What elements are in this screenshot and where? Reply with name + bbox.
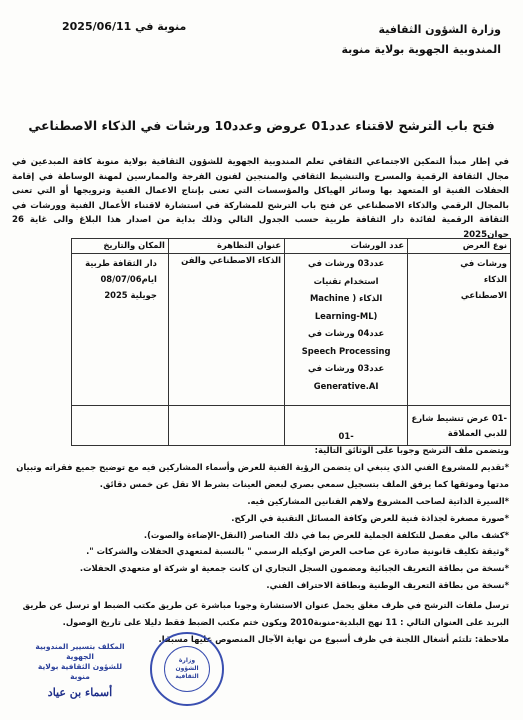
requirement-item: *السيرة الذاتية لصاحب المشروع ولاهم الفنانين المشاركين فيه. xyxy=(247,495,509,506)
table-cell-type: ورشات في الذكاء الاصطناعي xyxy=(408,254,511,406)
table-header: عنوان التظاهرة xyxy=(168,239,284,254)
offers-table xyxy=(71,238,511,446)
table-header: نوع العرض xyxy=(408,239,511,254)
table-header: المكان والتاريخ xyxy=(72,239,169,254)
requirement-item: *تقديم للمشروع الفني الذي ينبغي ان يتضمن الرؤية الفنية للعرض وأسماء المشاركين فيه مع توضيح جميع فقراته وتبيان مدتها وموثقها كما يرفق الملف بتسجيل سمعي بصري لبعض العينات بشرط الا تقل عن خمس دقائق. xyxy=(16,461,509,489)
table-cell-show: -01 عرض تنشيط شارع للدبي العملاقة xyxy=(408,406,511,446)
department-name: المندوبية الجهوية بولاية منوبة xyxy=(341,43,501,56)
table-row xyxy=(72,254,511,406)
document-date: منوبة في 2025/06/11 xyxy=(62,20,187,33)
document-title: فتح باب الترشح لاقتناء عدد01 عروض وعدد10 ورشات في الذكاء الاصطناعي xyxy=(28,118,495,133)
table-row xyxy=(72,406,511,446)
requirements-section xyxy=(12,442,509,648)
table-cell-empty xyxy=(72,406,169,446)
table-header: عدد الورشات xyxy=(285,239,408,254)
table-cell-empty xyxy=(168,406,284,446)
requirement-item: *صورة مصغرة لجذاذة فنية للعرض وكافة المسائل التقنية في الركح. xyxy=(231,512,509,523)
intro-paragraph: في إطار مبدأ التمكين الاجتماعي الثقافي تعلم المندوبية الجهوية للشؤون الثقافية بولاية منوبة كافة المبدعين في مجال الثقافة الرقمية والمسرح والتنشيط الثقافي والمنتجين لفنون الفرجة والممارسين لمهنة الوساطة في إقامة الحفلات الفنية او المتعهد بها وسائر الهياكل والمؤسسات التي تعنى بإنتاج الاعمال الفنية وترويجها أو التي تعنى بالمجال الرقمي والذكاء الاصطناعي عن فتح باب الترشح للمشاركة في استشارة لاقتناء الأعمال الفنية وورشات في الثقافة الرقمية لفائدة دار الثقافة طربية حسب الجدول التالي وذلك بداية من اصدار هذا البلاغ والى غاية 26 جوان2025 xyxy=(12,157,509,240)
requirements-intro: ويتضمن ملف الترشح وجوبا على الوثائق التالية: xyxy=(314,445,509,455)
table-cell-event: الذكاء الاصطناعي والفن xyxy=(168,254,284,406)
submission-instructions: ترسل ملفات الترشح في ظرف مغلق يحمل عنوان الاستشارة وجوبا مباشرة عن طريق مكتب الضبط او ترسل عن طريق البريد على العنوان التالي : 11 نهج البلدية-منوبة2010 ويكون ختم مكتب الضبط فقط دليلا على تاريخ الوصول. xyxy=(22,600,509,628)
note: ملاحظة: تلتئم أشغال اللجنة في ظرف أسبوع من نهاية الآجال المنصوص عليها مسبقا. xyxy=(158,633,509,644)
signature-stamp: المكلف بتسيير المندوبية الجهوية للشؤون الثقافية بولاية منوبة أسماء بن عياد xyxy=(30,642,130,706)
ministry-name: وزارة الشؤون الثقافية xyxy=(378,23,501,36)
table-cell-workshops: عدد03 ورشات في استخدام تقنيات الذكاء ( Machine Learning-ML) عدد04 ورشات في Speech Processing عدد03 ورشات في Generative.AI xyxy=(285,254,408,406)
requirement-item: *نسخة من بطاقة التعريف الوطنية وبطاقة الاحتراف الفني. xyxy=(266,580,509,591)
requirement-item: *كشف مالي مفصل للتكلفة الجملية للعرض بما في ذلك العناصر (النقل-الإضاءة والصوت). xyxy=(143,529,509,540)
table-header-row xyxy=(72,239,511,254)
table-cell-place-date: دار الثقافة طربية ايام08/07/06 جويلية 2025 xyxy=(72,254,169,406)
handwritten-signature: أسماء بن عياد xyxy=(47,686,113,699)
requirement-item: *وثيقة تكليف قانونية صادرة عن صاحب العرض اوكيله الرسمي " بالنسبة لمتعهدي الحفلات والشركات ". xyxy=(86,546,509,557)
table-cell-show-count: -01 xyxy=(285,406,408,446)
requirement-item: *نسخة من بطاقة التعريف الجبائية ومضمون السجل التجاري ان كانت جمعية او شركة او متعهدي الحفلات. xyxy=(79,563,509,574)
official-seal xyxy=(150,632,224,706)
seal-emblem-icon: وزارة الشؤون الثقافية xyxy=(164,646,210,692)
letterhead xyxy=(341,20,501,60)
